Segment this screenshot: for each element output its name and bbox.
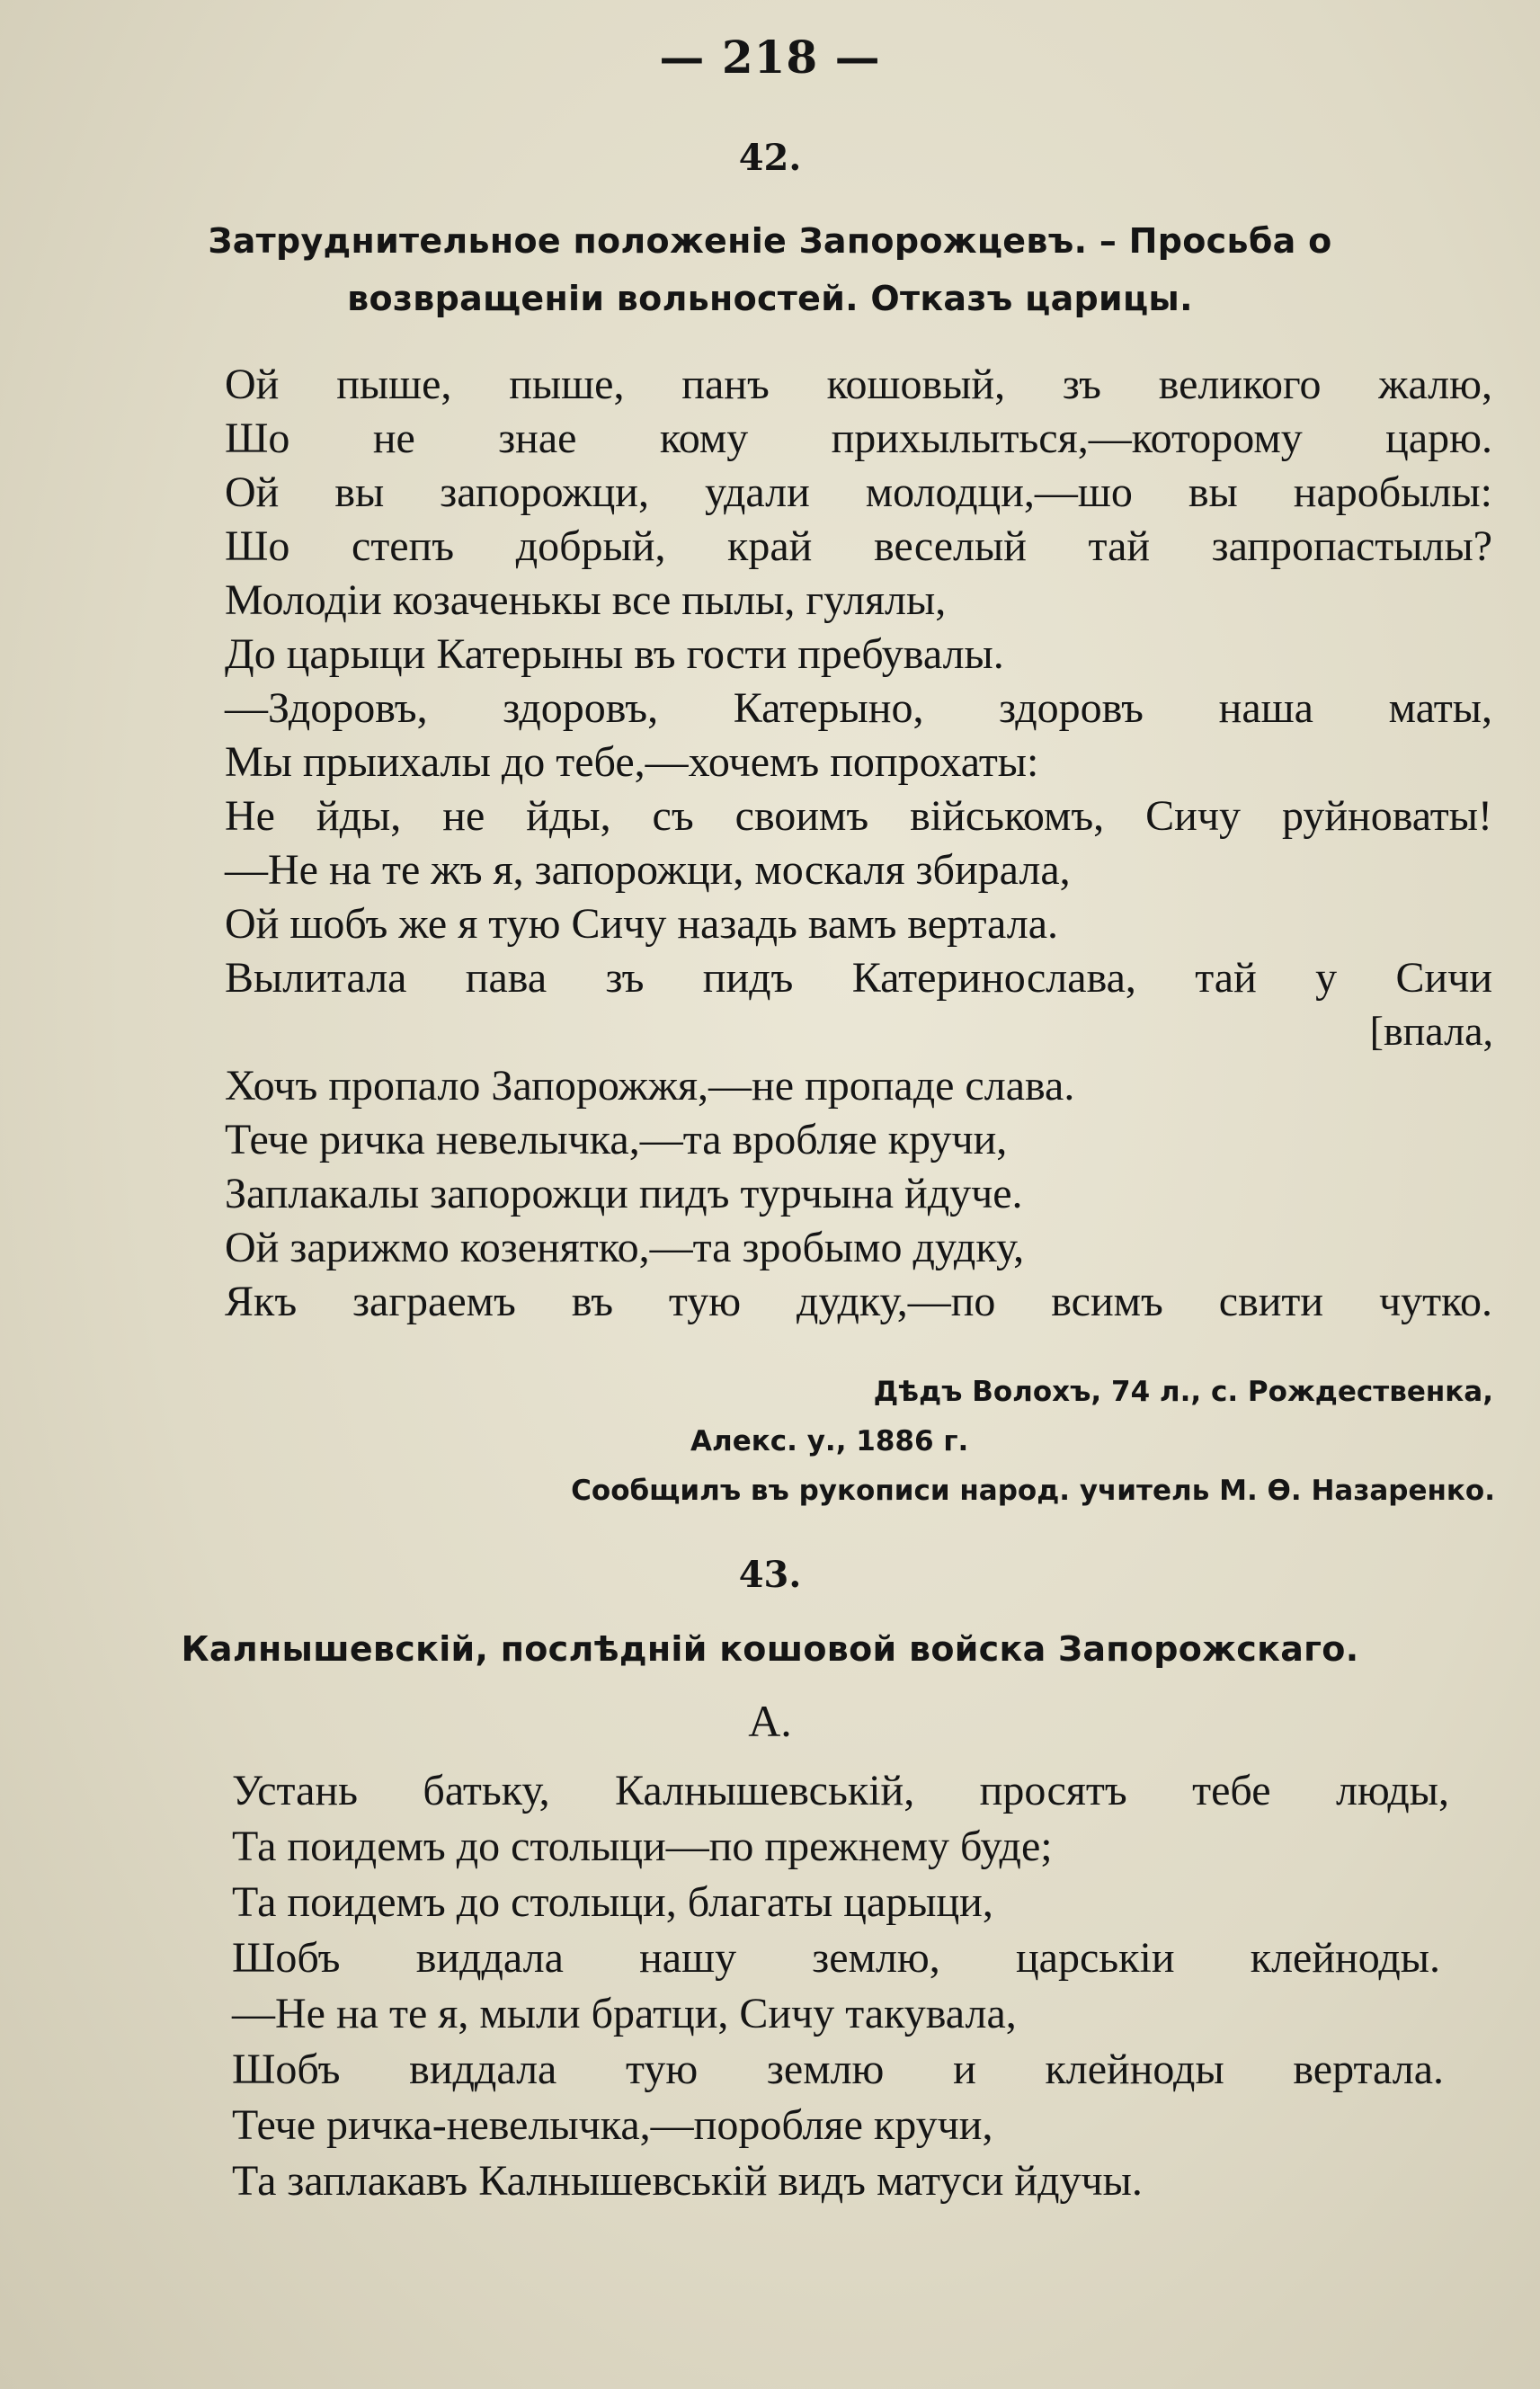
source-place-date: Алекс. у., 1886 г. [690,1425,969,1457]
verse-line: Тече ричка-невелычка,—поробляе кручи, [232,2101,993,2149]
verse-line: —Здоровъ, здоровъ, Катерыно, здоровъ наша маты, [225,684,1492,732]
poem-42-title-line-1: Затруднительное положенiе Запорожцевъ. – Просьба о [208,221,1332,261]
verse-line: Молодiи козаченькы все пылы, гулялы, [225,576,947,624]
verse-line: Ой вы запорожци, удали молодци,—шо вы наробылы: [225,468,1492,516]
verse-line: Мы прыихалы до тебе,—хочемъ попрохаты: [225,738,1039,786]
verse-line: Вылитала пава зъ пидъ Катеринослава, тай у Сичи [225,954,1492,1002]
page-number: — 218 — [659,31,881,84]
poem-42-title-line-2: возвращенiи вольностей. Отказъ царицы. [347,279,1193,318]
source-informant: Дѣдъ Волохъ, 74 л., с. Рождественка, [873,1376,1493,1408]
poem-43-title: Калнышевскiй, послѣднiй кошовой войска Запорожскаго. [181,1629,1359,1669]
section-letter: А. [748,1696,792,1746]
poem-number-42: 42. [738,137,802,179]
verse-line: Не йды, не йды, съ своимъ вiйськомъ, Сичу руйноваты! [225,792,1492,840]
verse-line: Ой пыше, пыше, панъ кошовый, зъ великого жалю, [225,361,1492,408]
verse-line: До царыци Катерыны въ гости пребувалы. [225,630,1004,678]
verse-line: Та поидемъ до столыци, благаты царыци, [232,1878,993,1926]
poem-number-43: 43. [738,1554,802,1596]
verse-line: Ой шобъ же я тую Сичу назадь вамъ вертала. [225,900,1059,948]
verse-line: Шобъ виддала нашу землю, царськiи клейноды. [232,1934,1440,1982]
verse-line: Якъ заграемъ въ тую дудку,—по всимъ свити чутко. [225,1278,1492,1325]
verse-line: Та заплакавъ Калнышевськiй видъ матуси йдучы. [232,2157,1143,2205]
verse-line: —Не на те я, мыли братци, Сичу такувала, [232,1990,1017,2037]
verse-line: Ой зарижмо козенятко,—та зробымо дудку, [225,1224,1025,1271]
verse-line: Хочъ пропало Запорожжя,—не пропаде слава. [225,1062,1075,1110]
source-reported-by: Сообщилъ въ рукописи народ. учитель М. Ѳ. Назаренко. [571,1475,1495,1507]
verse-line: Шо не знае кому прихылыться,—которому царю. [225,415,1492,462]
verse-line: Заплакалы запорожци пидъ турчына йдуче. [225,1170,1023,1217]
verse-line: Та поидемъ до столыци—по прежнему буде; [232,1823,1053,1870]
verse-line: Шобъ виддала тую землю и клейноды вертала. [232,2046,1444,2093]
verse-line: Тече ричка невелычка,—та вробляе кручи, [225,1116,1008,1163]
verse-line: —Не на те жъ я, запорожци, москаля збирала, [225,846,1071,894]
verse-line: Шо степъ добрый, край веселый тай запропастылы? [225,522,1492,570]
verse-line-continuation: [впала, [1369,1008,1493,1054]
verse-line: Устань батьку, Калнышевськiй, просятъ тебе люды, [232,1767,1449,1814]
